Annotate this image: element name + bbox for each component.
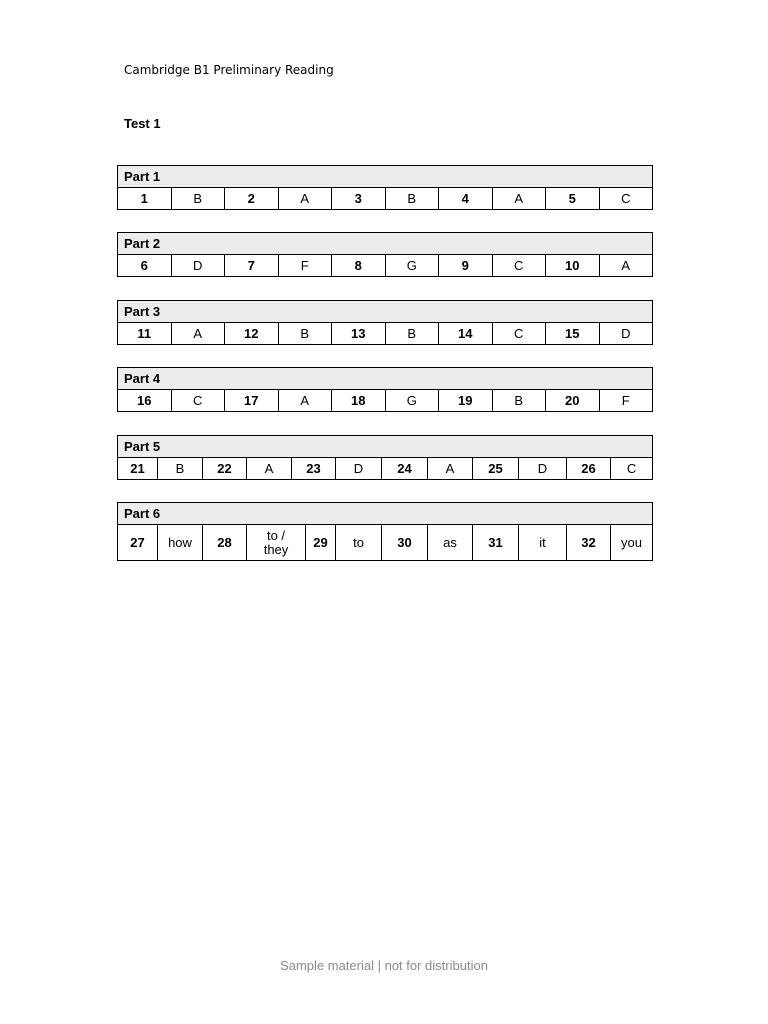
question-number: 3 — [332, 188, 386, 210]
question-number: 24 — [382, 458, 428, 480]
question-number: 12 — [225, 323, 279, 345]
answer-cell: F — [599, 390, 653, 412]
answer-cell: A — [171, 323, 225, 345]
question-number: 14 — [439, 323, 493, 345]
answer-cell: A — [599, 255, 653, 277]
answer-cell: A — [428, 458, 473, 480]
question-number: 2 — [225, 188, 279, 210]
answer-cell: D — [519, 458, 567, 480]
question-number: 18 — [332, 390, 386, 412]
part-title: Part 1 — [118, 166, 653, 188]
answer-cell: C — [171, 390, 225, 412]
answer-row — [118, 390, 653, 412]
answer-cell: C — [492, 323, 546, 345]
question-number: 11 — [118, 323, 172, 345]
answer-cell: A — [247, 458, 292, 480]
answer-cell: G — [385, 390, 439, 412]
question-number: 19 — [439, 390, 493, 412]
question-number: 16 — [118, 390, 172, 412]
part-1-table — [117, 165, 653, 210]
answer-cell: C — [611, 458, 653, 480]
answer-row — [118, 188, 653, 210]
answer-cell: B — [278, 323, 332, 345]
question-number: 29 — [306, 525, 336, 561]
answer-row — [118, 525, 653, 561]
part-title: Part 2 — [118, 233, 653, 255]
part-title: Part 6 — [118, 503, 653, 525]
question-number: 1 — [118, 188, 172, 210]
document-header: Cambridge B1 Preliminary Reading — [124, 63, 334, 77]
answer-cell: C — [599, 188, 653, 210]
question-number: 17 — [225, 390, 279, 412]
question-number: 28 — [203, 525, 247, 561]
part-title: Part 3 — [118, 301, 653, 323]
part-title: Part 4 — [118, 368, 653, 390]
question-number: 6 — [118, 255, 172, 277]
part-header-row — [118, 368, 653, 390]
question-number: 30 — [382, 525, 428, 561]
answer-cell: A — [492, 188, 546, 210]
answer-cell: D — [171, 255, 225, 277]
answer-cell: B — [171, 188, 225, 210]
question-number: 26 — [567, 458, 611, 480]
footer-note: Sample material | not for distribution — [280, 958, 488, 973]
answer-row — [118, 323, 653, 345]
answer-cell: D — [336, 458, 382, 480]
part-header-row — [118, 301, 653, 323]
question-number: 25 — [473, 458, 519, 480]
part-6-table — [117, 502, 653, 561]
test-title: Test 1 — [124, 116, 161, 131]
answer-cell: B — [492, 390, 546, 412]
question-number: 9 — [439, 255, 493, 277]
question-number: 8 — [332, 255, 386, 277]
part-header-row — [118, 166, 653, 188]
part-4-table — [117, 367, 653, 412]
part-header-row — [118, 503, 653, 525]
answer-line: they — [263, 541, 289, 557]
question-number: 13 — [332, 323, 386, 345]
answer-cell: as — [428, 525, 473, 561]
answer-cell: it — [519, 525, 567, 561]
answer-cell: B — [385, 188, 439, 210]
question-number: 32 — [567, 525, 611, 561]
answer-cell: A — [278, 188, 332, 210]
answer-row — [118, 255, 653, 277]
question-number: 22 — [203, 458, 247, 480]
question-number: 31 — [473, 525, 519, 561]
answer-cell — [247, 525, 306, 561]
part-header-row — [118, 233, 653, 255]
question-number: 21 — [118, 458, 158, 480]
answer-cell: G — [385, 255, 439, 277]
question-number: 7 — [225, 255, 279, 277]
answer-row — [118, 458, 653, 480]
answer-cell: F — [278, 255, 332, 277]
question-number: 20 — [546, 390, 600, 412]
question-number: 10 — [546, 255, 600, 277]
part-title: Part 5 — [118, 436, 653, 458]
answer-cell: you — [611, 525, 653, 561]
question-number: 15 — [546, 323, 600, 345]
part-3-table — [117, 300, 653, 345]
question-number: 4 — [439, 188, 493, 210]
answer-cell: A — [278, 390, 332, 412]
part-header-row — [118, 436, 653, 458]
answer-cell: B — [158, 458, 203, 480]
part-2-table — [117, 232, 653, 277]
part-5-table — [117, 435, 653, 480]
answer-cell: B — [385, 323, 439, 345]
question-number: 27 — [118, 525, 158, 561]
answer-cell: how — [158, 525, 203, 561]
question-number: 23 — [292, 458, 336, 480]
answer-line: to / — [266, 527, 286, 543]
answer-cell: to — [336, 525, 382, 561]
answer-cell: D — [599, 323, 653, 345]
question-number: 5 — [546, 188, 600, 210]
answer-cell: C — [492, 255, 546, 277]
